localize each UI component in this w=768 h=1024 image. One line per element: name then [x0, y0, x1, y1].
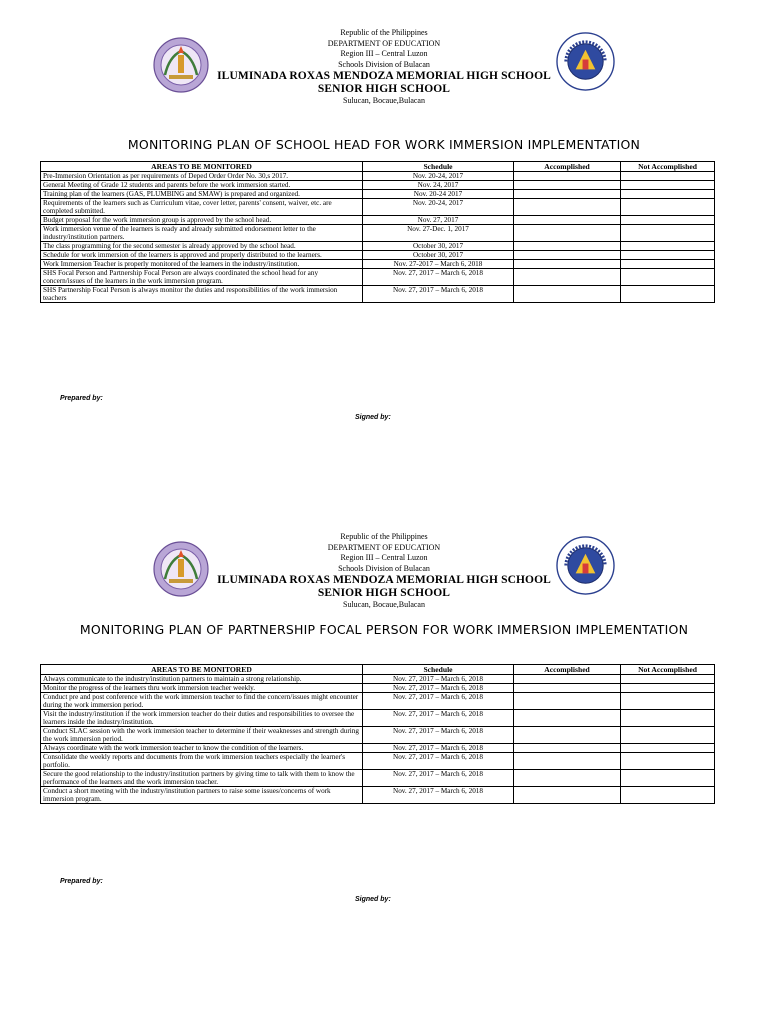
- not-accomplished-cell[interactable]: [621, 727, 715, 744]
- table-header-row: [41, 665, 715, 675]
- deped-seal-icon: [556, 536, 615, 595]
- area-cell: Conduct pre and post conference with the work immersion teacher to find the concern/issues might encounter during the work immersion period.: [41, 693, 363, 710]
- letterhead-text: [0, 28, 768, 106]
- accomplished-cell[interactable]: [514, 251, 621, 260]
- accomplished-cell[interactable]: [514, 181, 621, 190]
- area-cell: Monitor the progress of the learners thru work immersion teacher weekly.: [41, 684, 363, 693]
- division-line: Schools Division of Bulacan: [338, 59, 430, 69]
- plan-title: MONITORING PLAN OF PARTNERSHIP FOCAL PERSON FOR WORK IMMERSION IMPLEMENTATION: [79, 622, 689, 637]
- school-level: SENIOR HIGH SCHOOL: [317, 83, 451, 95]
- region-line: Region III – Central Luzon: [340, 49, 428, 58]
- table-row: [41, 787, 715, 804]
- schedule-cell: Nov. 27, 2017 – March 6, 2018: [363, 693, 514, 710]
- area-cell: General Meeting of Grade 12 students and parents before the work immersion started.: [41, 181, 363, 190]
- accomplished-cell[interactable]: [514, 710, 621, 727]
- not-accomplished-cell[interactable]: [621, 251, 715, 260]
- column-header-not-accomplished: Not Accomplished: [621, 665, 715, 675]
- plan-section-partnership-focal: [0, 532, 768, 903]
- department-line: DEPARTMENT OF EDUCATION: [327, 542, 441, 552]
- accomplished-cell[interactable]: [514, 172, 621, 181]
- table-row: [41, 753, 715, 770]
- area-cell: Always communicate to the industry/institution partners to maintain a strong relationship.: [41, 675, 363, 684]
- letterhead-text: [0, 532, 768, 610]
- area-cell: Schedule for work immersion of the learners is approved and properly distributed to the learners.: [41, 251, 363, 260]
- accomplished-cell[interactable]: [514, 286, 621, 303]
- not-accomplished-cell[interactable]: [621, 710, 715, 727]
- accomplished-cell[interactable]: [514, 269, 621, 286]
- area-cell: Consolidate the weekly reports and documents from the work immersion teachers especially the learner's portfolio.: [41, 753, 363, 770]
- letterhead: [0, 28, 768, 105]
- table-row: [41, 770, 715, 787]
- accomplished-cell[interactable]: [514, 190, 621, 199]
- accomplished-cell[interactable]: [514, 260, 621, 269]
- not-accomplished-cell[interactable]: [621, 199, 715, 216]
- accomplished-cell[interactable]: [514, 744, 621, 753]
- column-header-schedule: Schedule: [363, 665, 514, 675]
- monitoring-table: [40, 664, 715, 804]
- area-cell: Conduct SLAC session with the work immersion teacher to determine if their weaknesses and strength during the work immersion period.: [41, 727, 363, 744]
- not-accomplished-cell[interactable]: [621, 770, 715, 787]
- table-row: [41, 269, 715, 286]
- column-header-areas: AREAS TO BE MONITORED: [41, 162, 363, 172]
- table-body: [41, 172, 715, 303]
- not-accomplished-cell[interactable]: [621, 172, 715, 181]
- not-accomplished-cell[interactable]: [621, 787, 715, 804]
- accomplished-cell[interactable]: [514, 225, 621, 242]
- schedule-cell: Nov. 27-Dec. 1, 2017: [363, 225, 514, 242]
- column-header-accomplished: Accomplished: [514, 665, 621, 675]
- not-accomplished-cell[interactable]: [621, 753, 715, 770]
- table-row: [41, 251, 715, 260]
- table-row: [41, 242, 715, 251]
- school-address: Sulucan, Bocaue,Bulacan: [343, 600, 425, 609]
- schedule-cell: Nov. 27, 2017 – March 6, 2018: [363, 684, 514, 693]
- schedule-cell: Nov. 27, 2017 – March 6, 2018: [363, 675, 514, 684]
- prepared-by-label: Prepared by:: [60, 395, 103, 402]
- schedule-cell: Nov. 20-24, 2017: [363, 199, 514, 216]
- area-cell: Requirements of the learners such as Curriculum vitae, cover letter, parents' consent, waiver, etc. are completed submitted.: [41, 199, 363, 216]
- signed-by-label: Signed by:: [355, 414, 391, 421]
- accomplished-cell[interactable]: [514, 770, 621, 787]
- school-address: Sulucan, Bocaue,Bulacan: [343, 96, 425, 105]
- region-line: Region III – Central Luzon: [340, 553, 428, 562]
- table-row: [41, 286, 715, 303]
- school-name: ILUMINADA ROXAS MENDOZA MEMORIAL HIGH SCHOOL: [217, 70, 551, 82]
- schedule-cell: Nov. 27, 2017: [363, 216, 514, 225]
- signed-by-label: Signed by:: [355, 896, 391, 903]
- table-row: [41, 172, 715, 181]
- table-row: [41, 710, 715, 727]
- table-header-row: [41, 162, 715, 172]
- department-line: DEPARTMENT OF EDUCATION: [327, 38, 441, 48]
- table-row: [41, 693, 715, 710]
- not-accomplished-cell[interactable]: [621, 269, 715, 286]
- area-cell: Always coordinate with the work immersion teacher to know the condition of the learners.: [41, 744, 363, 753]
- schedule-cell: Nov. 20-24, 2017: [363, 172, 514, 181]
- not-accomplished-cell[interactable]: [621, 181, 715, 190]
- schedule-cell: Nov. 27, 2017 – March 6, 2018: [363, 710, 514, 727]
- plan-title: MONITORING PLAN OF SCHOOL HEAD FOR WORK IMMERSION IMPLEMENTATION: [127, 137, 641, 152]
- schedule-cell: Nov. 27, 2017 – March 6, 2018: [363, 269, 514, 286]
- table-row: [41, 216, 715, 225]
- schedule-cell: October 30, 2017: [363, 242, 514, 251]
- area-cell: Work Immersion Teacher is properly monitored of the learners in the industry/institution.: [41, 260, 363, 269]
- table-row: [41, 260, 715, 269]
- schedule-cell: Nov. 27, 2017 – March 6, 2018: [363, 753, 514, 770]
- schedule-cell: Nov. 27, 2017 – March 6, 2018: [363, 727, 514, 744]
- not-accomplished-cell[interactable]: [621, 675, 715, 684]
- area-cell: The class programming for the second semester is already approved by the school head.: [41, 242, 363, 251]
- not-accomplished-cell[interactable]: [621, 225, 715, 242]
- area-cell: SHS Focal Person and Partnership Focal Person are always coordinated the school head for any concern/issues of the learners in the work immersion program.: [41, 269, 363, 286]
- table-row: [41, 199, 715, 216]
- accomplished-cell[interactable]: [514, 216, 621, 225]
- not-accomplished-cell[interactable]: [621, 684, 715, 693]
- plan-section-school-head: [0, 28, 768, 421]
- monitoring-table: [40, 161, 715, 303]
- not-accomplished-cell[interactable]: [621, 242, 715, 251]
- schedule-cell: Nov. 20-24 2017: [363, 190, 514, 199]
- accomplished-cell[interactable]: [514, 675, 621, 684]
- accomplished-cell[interactable]: [514, 693, 621, 710]
- column-header-schedule: Schedule: [363, 162, 514, 172]
- schedule-cell: Nov. 27, 2017 – March 6, 2018: [363, 286, 514, 303]
- republic-line: Republic of the Philippines: [340, 28, 428, 37]
- division-line: Schools Division of Bulacan: [338, 563, 430, 573]
- schedule-cell: Nov. 27, 2017 – March 6, 2018: [363, 744, 514, 753]
- column-header-not-accomplished: Not Accomplished: [621, 162, 715, 172]
- not-accomplished-cell[interactable]: [621, 286, 715, 303]
- area-cell: Work immersion venue of the learners is ready and already submitted endorsement letter to the industry/institution partners.: [41, 225, 363, 242]
- accomplished-cell[interactable]: [514, 753, 621, 770]
- area-cell: Visit the industry/institution if the work immersion teacher do their duties and responsibilities to oversee the learners inside the industry/institution.: [41, 710, 363, 727]
- schedule-cell: Nov. 27-2017 – March 6, 2018: [363, 260, 514, 269]
- area-cell: Conduct a short meeting with the industry/institution partners to raise some issues/concerns of work immersion program.: [41, 787, 363, 804]
- schedule-cell: Nov. 27, 2017 – March 6, 2018: [363, 787, 514, 804]
- school-level: SENIOR HIGH SCHOOL: [317, 587, 451, 599]
- area-cell: Budget proposal for the work immersion group is approved by the school head.: [41, 216, 363, 225]
- table-row: [41, 190, 715, 199]
- not-accomplished-cell[interactable]: [621, 693, 715, 710]
- table-row: [41, 675, 715, 684]
- not-accomplished-cell[interactable]: [621, 216, 715, 225]
- table-row: [41, 225, 715, 242]
- area-cell: Secure the good relationship to the industry/institution partners by giving time to talk with them to know the performance of the learners and the work immersion teacher.: [41, 770, 363, 787]
- accomplished-cell[interactable]: [514, 787, 621, 804]
- area-cell: Training plan of the learners (GAS, PLUMBING and SMAW) is prepared and organized.: [41, 190, 363, 199]
- not-accomplished-cell[interactable]: [621, 744, 715, 753]
- area-cell: Pre-Immersion Orientation as per requirements of Deped Order Order No. 30,s 2017.: [41, 172, 363, 181]
- school-name: ILUMINADA ROXAS MENDOZA MEMORIAL HIGH SCHOOL: [217, 574, 551, 586]
- table-row: [41, 727, 715, 744]
- column-header-accomplished: Accomplished: [514, 162, 621, 172]
- letterhead: [0, 532, 768, 609]
- area-cell: SHS Partnership Focal Person is always monitor the duties and responsibilities of the work immersion teachers: [41, 286, 363, 303]
- deped-seal-icon: [556, 32, 615, 91]
- table-row: [41, 744, 715, 753]
- accomplished-cell[interactable]: [514, 242, 621, 251]
- schedule-cell: October 30, 2017: [363, 251, 514, 260]
- table-row: [41, 181, 715, 190]
- prepared-by-label: Prepared by:: [60, 878, 103, 885]
- not-accomplished-cell[interactable]: [621, 190, 715, 199]
- schedule-cell: Nov. 27, 2017 – March 6, 2018: [363, 770, 514, 787]
- accomplished-cell[interactable]: [514, 727, 621, 744]
- not-accomplished-cell[interactable]: [621, 260, 715, 269]
- schedule-cell: Nov. 24, 2017: [363, 181, 514, 190]
- republic-line: Republic of the Philippines: [340, 532, 428, 541]
- table-body: [41, 675, 715, 804]
- accomplished-cell[interactable]: [514, 684, 621, 693]
- accomplished-cell[interactable]: [514, 199, 621, 216]
- table-row: [41, 684, 715, 693]
- column-header-areas: AREAS TO BE MONITORED: [41, 665, 363, 675]
